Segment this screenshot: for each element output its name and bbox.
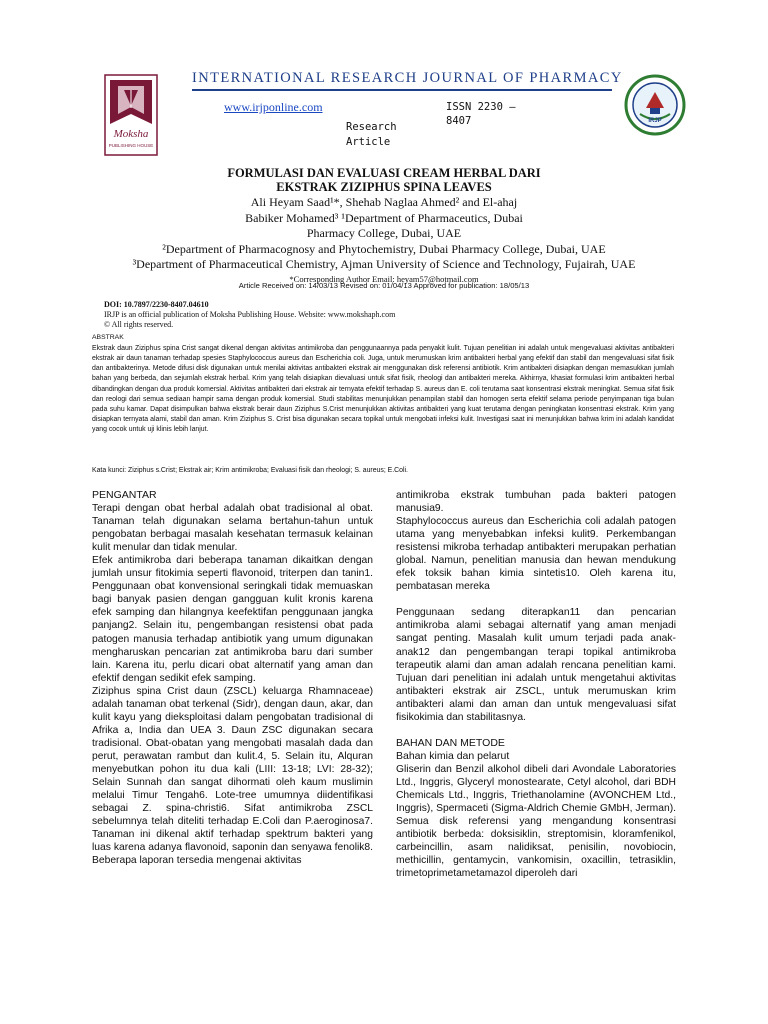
body-paragraph: Gliserin dan Benzil alkohol dibeli dari Avondale Laboratories Ltd., Inggris, Glyceryl monostearate, Cetyl alcohol, dari BDH Chemicals Ltd., Inggris, Triethanolamine (AVONCHEM Ltd., Inggris), Spermaceti (Sigma-Aldrich Chemie GMbH, Jerman). Semua disk referensi yang mengandung konsentrasi antibiotik berbeda: doksisiklin, streptomisin, kloramfenikol, carbeincillin, asam nalidiksat, penisilin, novobiocin, methicillin, gentamycin, vankomisin, oxacillin, tetrasiklin, trimetoprimetametamazol diperoleh dari xyxy=(396,763,676,880)
section-heading-introduction: PENGANTAR xyxy=(92,489,157,501)
body-paragraph: antimikroba ekstrak tumbuhan pada bakteri patogen manusia9. xyxy=(396,490,676,515)
moksha-logo xyxy=(104,74,158,156)
paragraph-gap xyxy=(396,724,676,737)
paper-title xyxy=(120,166,648,194)
article-type-line-1: Research xyxy=(346,121,397,133)
body-right-column xyxy=(396,489,676,880)
corresponding-author: *Corresponding Author Email: heyam57@hotmail.com xyxy=(289,273,479,284)
article-type-line-2: Article xyxy=(346,136,391,148)
paper-title-line-1: FORMULASI DAN EVALUASI CREAM HERBAL DARI xyxy=(227,166,541,180)
irjp-seal-text: IRJP xyxy=(648,118,662,124)
paragraph-gap xyxy=(396,593,676,606)
issn xyxy=(446,100,556,128)
author-line: ³Department of Pharmaceutical Chemistry, Ajman University of Science and Technology, Fujairah, UAE xyxy=(132,257,636,271)
section-heading-methods: BAHAN DAN METODE xyxy=(396,736,505,749)
issn-line-2: 8407 xyxy=(446,115,472,127)
author-line: Ali Heyam Saad¹*, Shehab Naglaa Ahmed² and El-ahaj xyxy=(250,195,518,209)
body-paragraph: Terapi dengan obat herbal adalah obat tradisional al obat. Tanaman telah digunakan selama bertahun-tahun untuk pengobatan berbagai masalah kesehatan termasuk kelainan kulit menular dan tidak menular. xyxy=(92,503,373,554)
irjp-seal xyxy=(624,74,686,136)
journal-website-link[interactable]: www.irjponline.com xyxy=(224,100,323,114)
moksha-logo-text: Moksha xyxy=(113,128,149,140)
keywords: Kata kunci: Ziziphus s.Crist; Ekstrak air; Krim antimikroba; Evaluasi fisik dan rheologi; S. aureus; E.Coli. xyxy=(92,467,408,474)
header-rule xyxy=(192,89,612,91)
journal-title: INTERNATIONAL RESEARCH JOURNAL OF PHARMACY xyxy=(192,70,623,86)
article-dates: Article Received on: 14/03/13 Revised on: 01/04/13 Approved for publication: 18/05/13 xyxy=(238,281,530,290)
author-affiliations xyxy=(120,195,648,285)
author-line: Pharmacy College, Dubai, UAE xyxy=(306,226,462,240)
doi: DOI: 10.7897/2230-8407.04610 xyxy=(104,300,209,309)
rights-note: © All rights reserved. xyxy=(104,320,174,329)
abstract-heading: ABSTRAK xyxy=(92,334,124,341)
issn-line-1: ISSN 2230 – xyxy=(446,101,516,113)
subsection-heading-chemicals: Bahan kimia dan pelarut xyxy=(396,749,510,762)
body-paragraph: Penggunaan sedang diterapkan11 dan pencarian antimikroba alami sebagai alternatif yang aman menjadi sangat penting. Masalah kulit umum terjadi pada anak-anak12 dan pengembangan terapi topikal antimikroba terapeutik alami dan aman adalah rencana penelitian kami. Tujuan dari penelitian ini adalah untuk mengetahui aktivitas antibakteri ekstrak air ZSCL, untuk merumuskan krim antibakteri alami dan aman dan untuk mengevaluasi sifat fisikokimia dan stabilitasnya. xyxy=(396,607,676,723)
author-line: ²Department of Pharmacognosy and Phytochemistry, Dubai Pharmacy College, Dubai, UAE xyxy=(162,241,606,256)
paper-title-line-2: EKSTRAK ZIZIPHUS SPINA LEAVES xyxy=(276,180,492,194)
publication-meta xyxy=(104,300,664,330)
body-paragraph: Staphylococcus aureus dan Escherichia coli adalah patogen utama yang menyebabkan infeksi kulit9. Perkembangan resistensi mikroba terhadap antibakteri merupakan perhatian global. Namun, penelitian manusia dan hewan mendukung efek toksik bahan kimia sintetis10. Oleh karena itu, pembatasan mereka xyxy=(396,516,676,593)
body-paragraph: Ziziphus spina Crist daun (ZSCL) keluarga Rhamnaceae) adalah tanaman obat terkenal (Sidr), dengan daun, akar, dan kulit kayu yang dieksploitasi dalam pengobatan tradisional di Afrika a, India dan UEA 3. Daun ZSC digunakan secara tradisional. Obat-obatan yang mengobati masalah dada dan perut, perawatan rambut dan kulit.4, 5. Selain itu, Alquran menyebutkan pohon itu dua kali (LIII: 13-18; LVI: 28-32); Selain Sunnah dan sangat dihormati oleh kaum muslimin melalui Timur Tengah6. Lote-tree umumnya diidentifikasi sebagai Z. spina-christi6. Sifat antimikroba ZSCL sebelumnya telah diteliti terhadap E.Coli dan P.aeroginosa7. Tanaman ini dikenal aktif terhadap spektrum bakteri yang luas karena adanya flavonoid, saponin dan senyawa fenolik8. Beberapa laporan tersedia mengenai aktivitas xyxy=(92,685,373,867)
publication-note: IRJP is an official publication of Moksha Publishing House. Website: www.mokshaph.com xyxy=(104,310,396,319)
moksha-logo-subtext: PUBLISHING HOUSE xyxy=(108,143,154,148)
body-paragraph: Efek antimikroba dari beberapa tanaman dikaitkan dengan jumlah unsur fitokimia seperti flavonoid, triterpen dan tanin1. Penggunaan obat konvensional seringkali tidak memuaskan bagi banyak pasien dengan gangguan kulit kronis karena efek samping dan hilangnya keefektifan penggunaan jangka panjang2. Selain itu, pengembangan resistensi obat pada patogen manusia terhadap antibiotik yang umum digunakan mengharuskan pencarian zat antimikroba baru dari sumber lain. Karena itu, perlu dicari obat alternatif yang aman dan efektif dengan sedikit efek samping. xyxy=(92,555,373,684)
author-line: Babiker Mohamed³ ¹Department of Pharmaceutics, Dubai xyxy=(245,210,523,225)
article-type xyxy=(346,120,416,150)
body-left-column xyxy=(92,489,373,867)
abstract-text: Ekstrak daun Ziziphus spina Crist sangat dikenal dengan aktivitas antimikroba dan penggunaannya pada penyakit kulit. Tujuan penelitian ini adalah untuk mengevaluasi aktivitas antibakteri ekstrak air daun tanaman terhadap spesies Staphylococcus aureus dan Escherichia coli. Juga, untuk merumuskan krim antibakteri herbal yang efektif dan stabil dan mengevaluasi sifat fisik dan antibakterinya. Metode difusi disk digunakan untuk menilai aktivitas antibakteri ekstrak air menggunakan disk referensi antibiotik. Krim antibakteri disiapkan dengan memasukkan jumlah bahan yang berbeda, dan sejumlah ekstrak herbal. Krim yang telah disiapkan dievaluasi untuk sifat fisik, rheologi dan antibakteri mereka. Akhirnya, khasiat formulasi krim antibakteri herbal dibandingkan dengan dua produk komersial. Aktivitas antibakteri dari ekstrak air ternyata efektif terhadap S. aureus dan E. coli terutama saat konsentrasi ekstrak meningkat. Semua sifat fisik dan reologi dari semua sediaan hampir sama dengan produk komersial. Studi stabilitas menunjukkan penampilan stabil dan homogen serta efektif selama periode penyimpanan tiga bulan pada suhu kamar. Dapat disimpulkan bahwa ekstrak berair daun Ziziphus S.Crist menunjukkan aktivitas antibakteri yang kuat terutama dengan peningkatan konsentrasi ekstrak. Krim yang disiapkan ternyata alami, stabil dan aman. Krim Ziziphus S. Crist bisa digunakan secara topikal untuk mengobati infeksi kulit. Investigasi saat ini menunjukkan bahwa krim ini adalah kandidat yang cocok untuk uji klinis lebih lanjut. xyxy=(92,345,674,434)
